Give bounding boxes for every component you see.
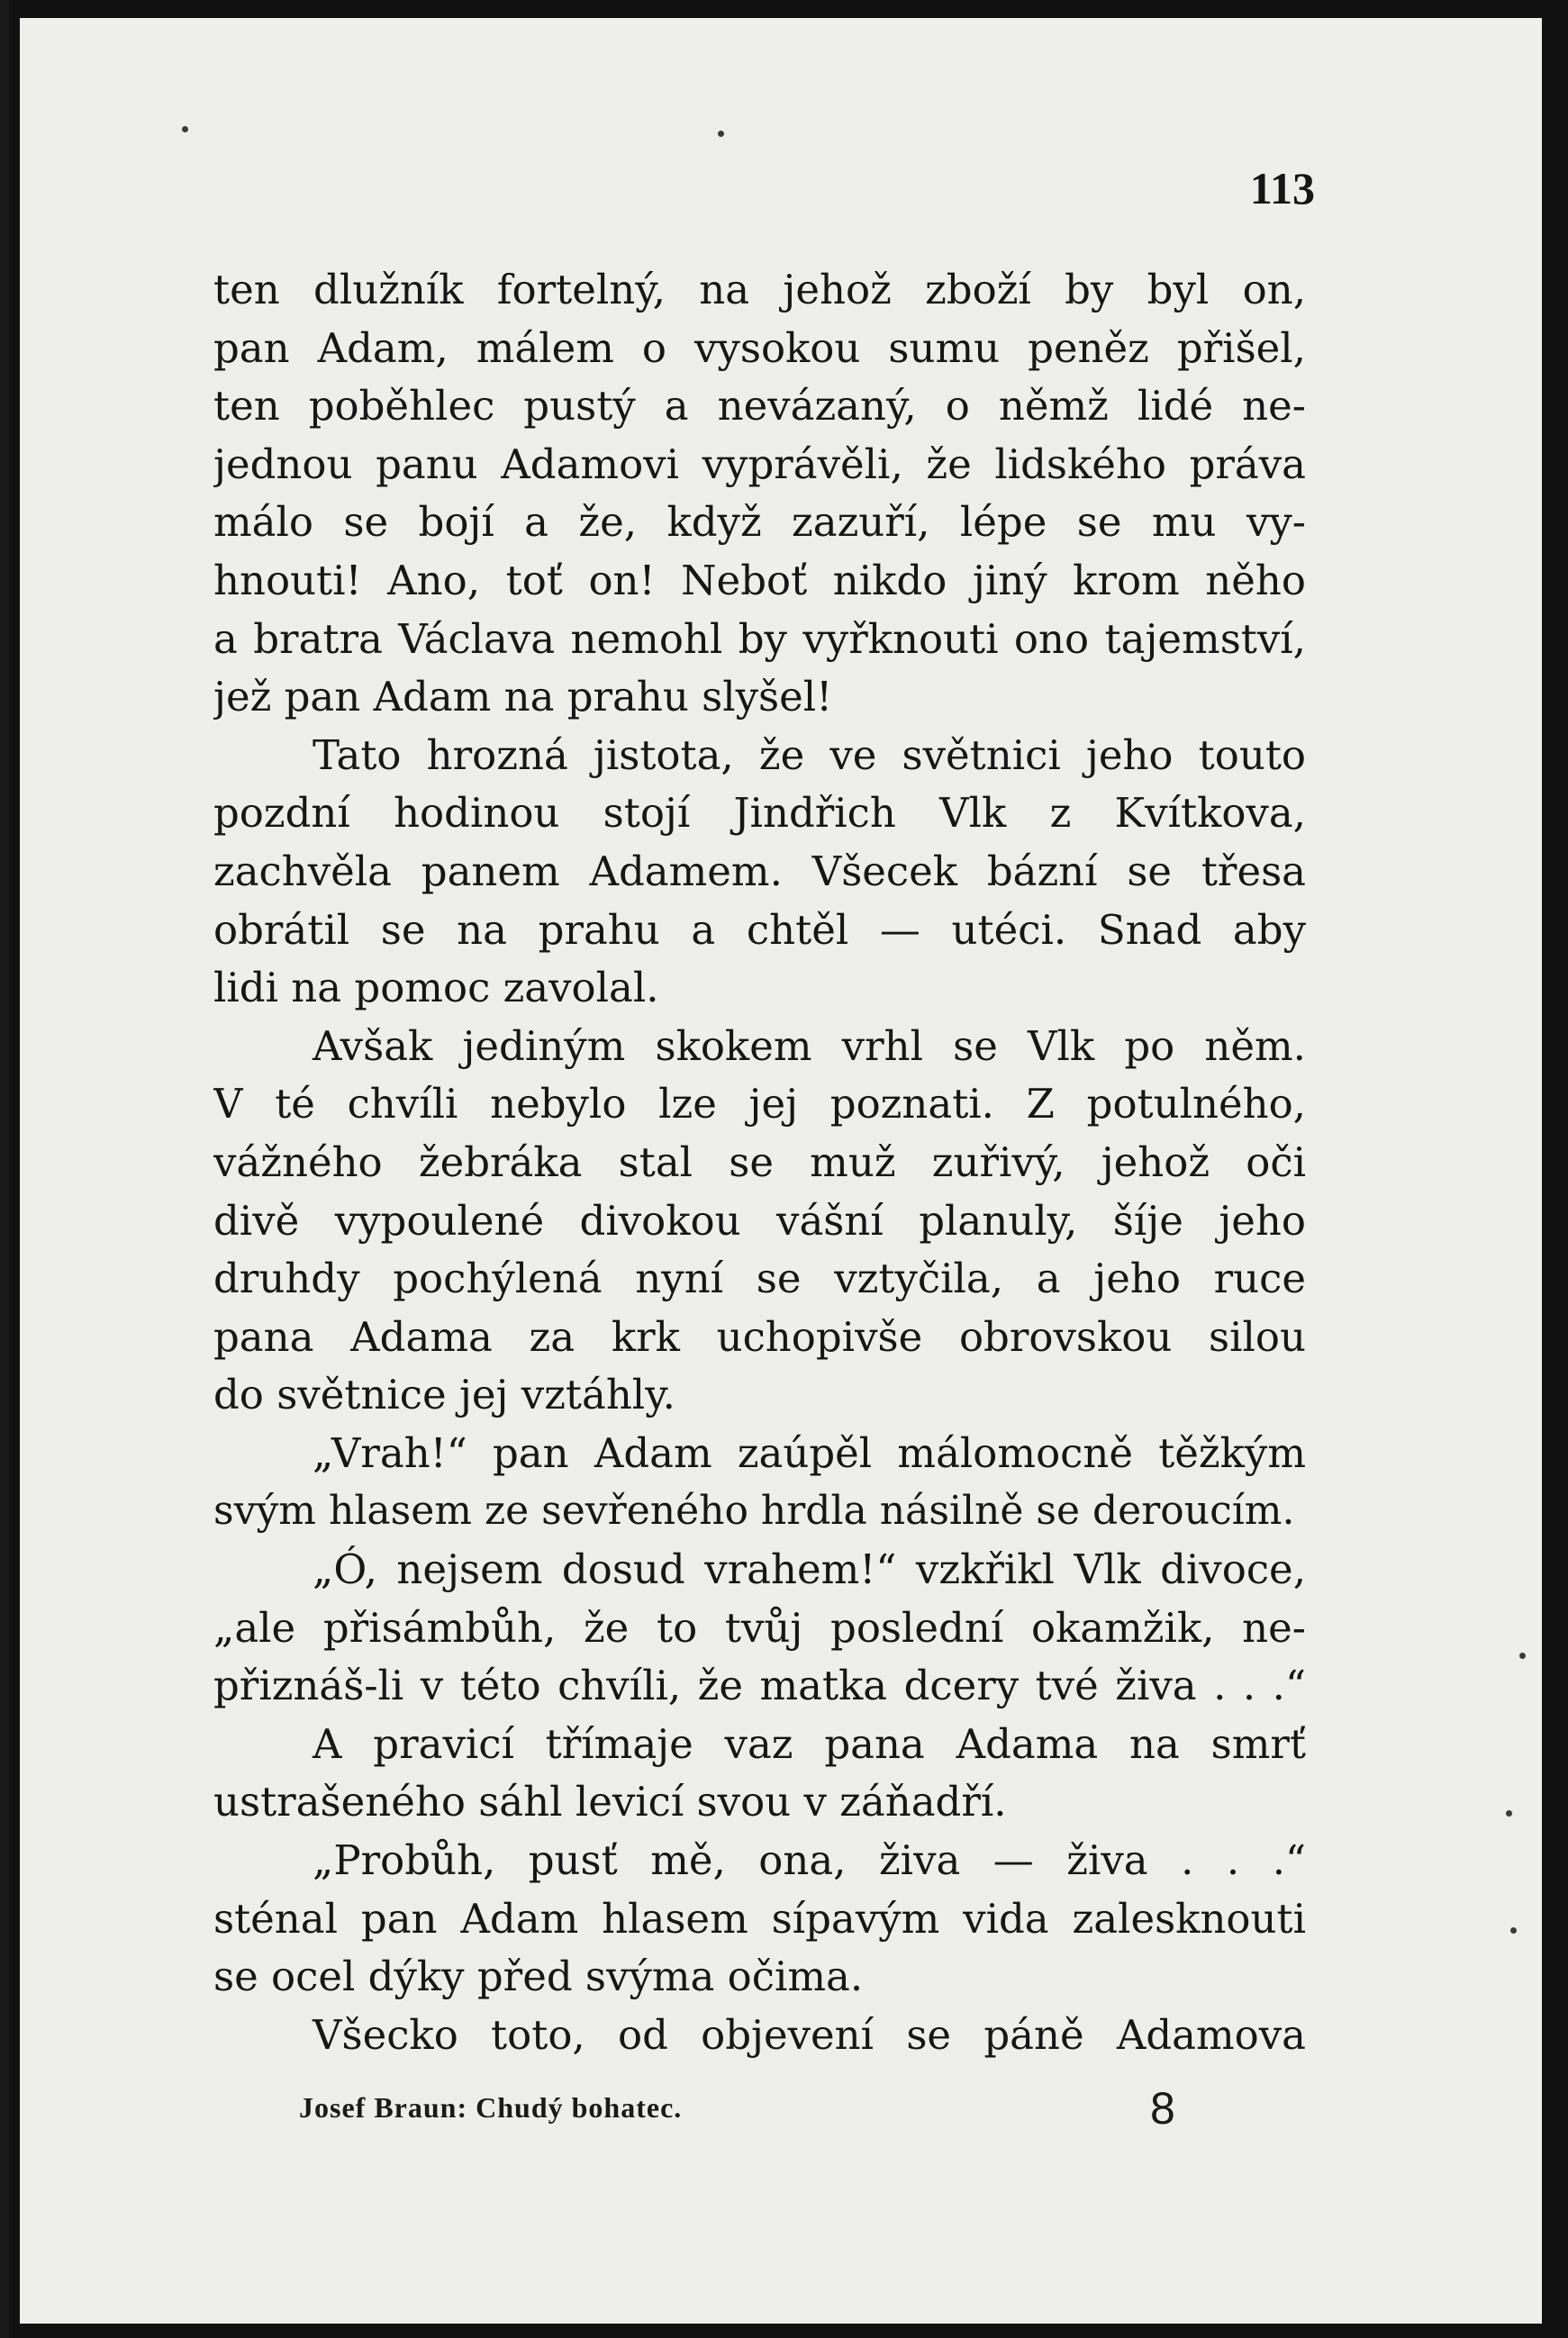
text-line: ustrašeného sáhl levicí svou v záňadří.: [213, 1778, 1007, 1826]
print-speck: [1510, 1927, 1517, 1934]
print-speck: [1519, 1653, 1526, 1659]
text-line: obrátil se na prahu a chtěl — utéci. Snad aby: [213, 905, 1306, 954]
text-line: ten poběhlec pustý a nevázaný, o němž lidé ne-: [213, 382, 1306, 430]
text-line: přiznáš-li v této chvíli, že matka dcery tvé živa . . .“: [213, 1662, 1306, 1710]
text-line: zachvěla panem Adamem. Všecek bázní se třesa: [213, 847, 1306, 895]
text-line: pozdní hodinou stojí Jindřich Vlk z Kvítkova,: [213, 789, 1306, 838]
print-speck: [718, 131, 724, 137]
text-line: vážného žebráka stal se muž zuřivý, jehož oči: [213, 1137, 1306, 1186]
text-line: jednou panu Adamovi vyprávěli, že lidského práva: [213, 440, 1306, 488]
text-line: „ale přisámbůh, že to tvůj poslední okamžik, ne-: [213, 1603, 1306, 1652]
text-line: Avšak jediným skokem vrhl se Vlk po něm.: [313, 1021, 1306, 1070]
text-line: divě vypoulené divokou vášní planuly, šíje jeho: [213, 1196, 1306, 1245]
text-line: „Probůh, pusť mě, ona, živa — živa . . .“: [313, 1836, 1306, 1885]
text-line: pan Adam, málem o vysokou sumu peněz přišel,: [213, 323, 1306, 372]
book-page: [20, 18, 1542, 2324]
text-line: A pravicí třímaje vaz pana Adama na smrť: [313, 1719, 1306, 1768]
print-speck: [182, 126, 188, 132]
text-line: Tato hrozná jistota, že ve světnici jeho touto: [313, 730, 1306, 779]
page-footer: [299, 2082, 1290, 2145]
text-line: do světnice jej vztáhly.: [213, 1371, 675, 1419]
text-line: lidi na pomoc zavolal.: [213, 964, 659, 1012]
text-line: málo se bojí a že, když zazuří, lépe se mu vy-: [213, 498, 1306, 547]
print-speck: [1506, 1810, 1512, 1817]
text-line: a bratra Václava nemohl by vyřknouti ono tajemství,: [213, 614, 1306, 663]
text-line: pana Adama za krk uchopivše obrovskou silou: [213, 1312, 1306, 1361]
book-spine-edge: [0, 0, 9, 2338]
text-line: Všecko toto, od objevení se páně Adamova: [313, 2010, 1306, 2059]
text-line: jež pan Adam na prahu slyšel!: [213, 673, 833, 721]
page-number: 113: [1249, 163, 1315, 213]
text-line: se ocel dýky před svýma očima.: [213, 1953, 864, 2001]
text-line: sténal pan Adam hlasem sípavým vida zalesknouti: [213, 1894, 1306, 1943]
signature-mark: 8: [1150, 2083, 1175, 2134]
text-line: „Vrah!“ pan Adam zaúpěl málomocně těžkým: [313, 1428, 1306, 1477]
text-line: svým hlasem ze sevřeného hrdla násilně se deroucím.: [213, 1488, 1295, 1535]
signature-line: Josef Braun: Chudý bohatec.: [299, 2091, 683, 2124]
text-line: hnouti! Ano, toť on! Neboť nikdo jiný krom něho: [213, 556, 1306, 604]
body-text: [213, 261, 1306, 2064]
text-line: druhdy pochýlená nyní se vztyčila, a jeho ruce: [213, 1255, 1306, 1303]
text-line: ten dlužník fortelný, na jehož zboží by byl on,: [213, 266, 1306, 313]
text-line: „Ó, nejsem dosud vrahem!“ vzkřikl Vlk divoce,: [313, 1545, 1306, 1594]
text-line: V té chvíli nebylo lze jej poznati. Z potulného,: [213, 1080, 1306, 1128]
